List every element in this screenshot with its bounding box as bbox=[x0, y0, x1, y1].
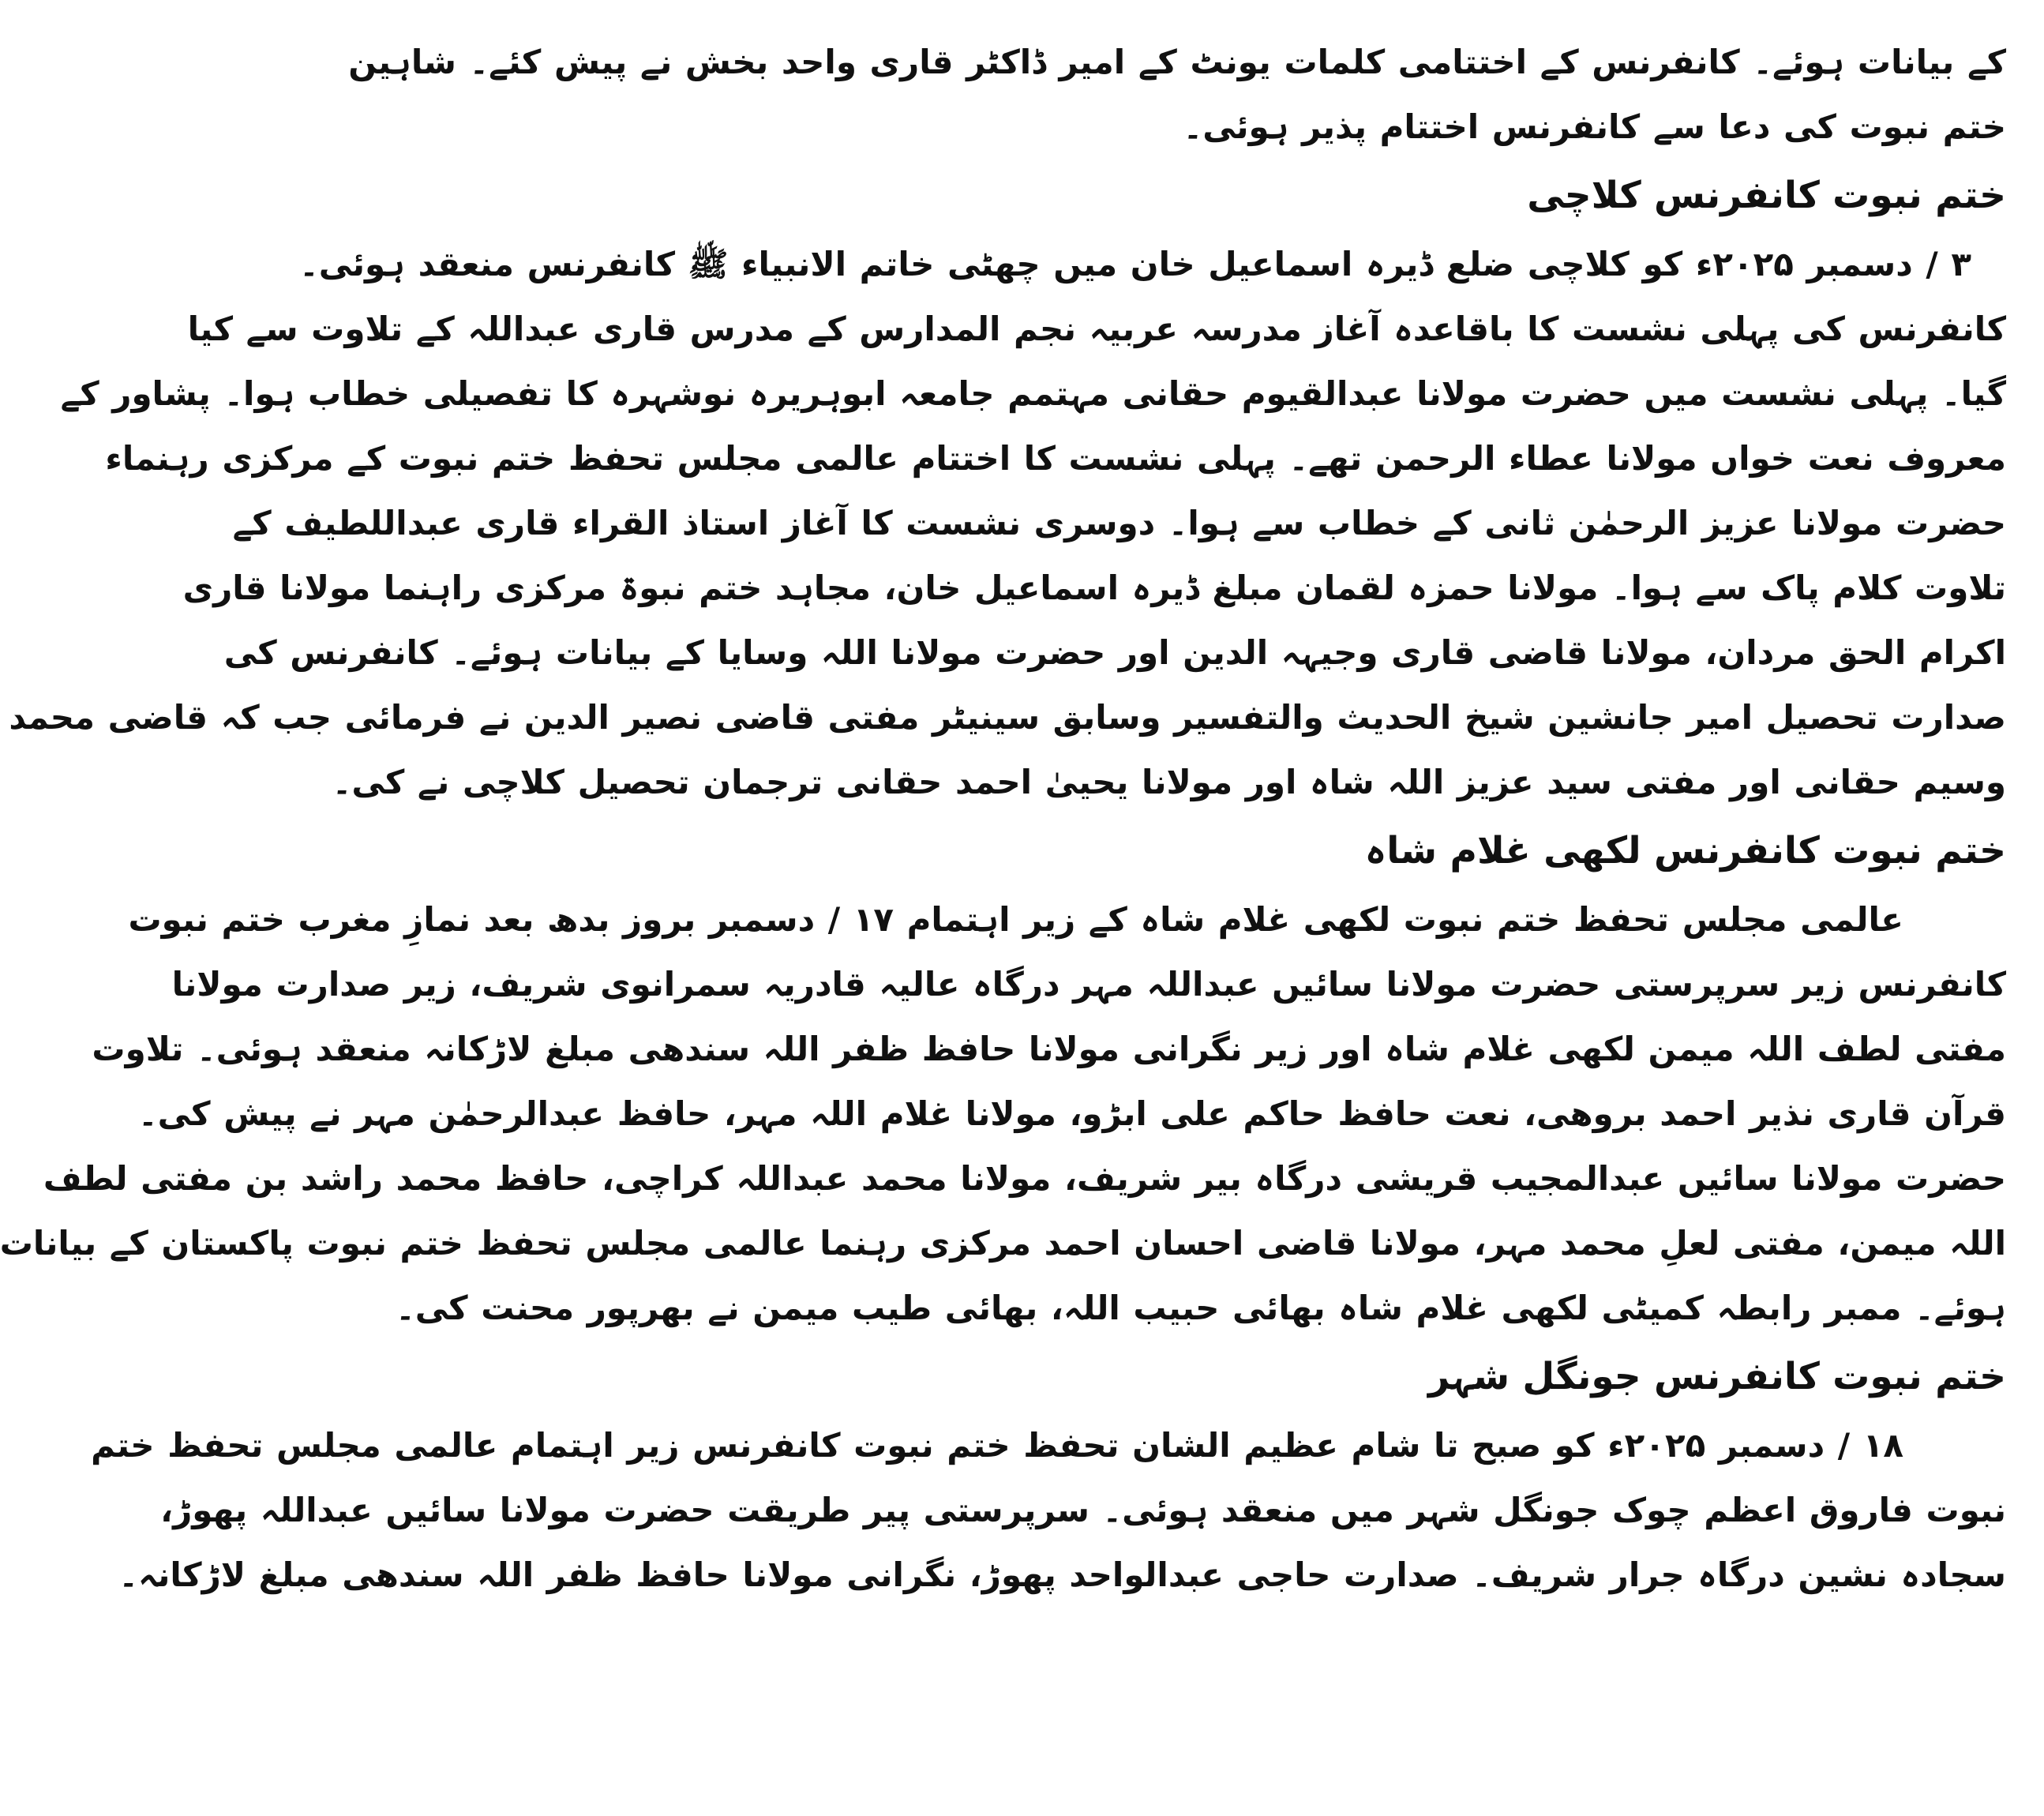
section-paragraph bbox=[0, 887, 2006, 1341]
text-line: اللہ میمن، مفتی لعلِ محمد مہر، مولانا قاضی احسان احمد مرکزی رہنما عالمی مجلس تحفظ ختم نبوت پاکستان کے بیانات bbox=[0, 1224, 2006, 1263]
text-line: ۱۸ / دسمبر ۲۰۲۵ء کو صبح تا شام عظیم الشان تحفظ ختم نبوت کانفرنس زیر اہتمام عالمی مجلس تحفظ ختم bbox=[91, 1426, 1903, 1465]
section-heading: ختم نبوت کانفرنس جونگل شہر bbox=[1428, 1355, 2006, 1398]
text-line: نبوت فاروق اعظم چوک جونگل شہر میں منعقد ہوئی۔ سرپرستی پیر طریقت حضرت مولانا سائیں عبداللہ پھوڑ، bbox=[160, 1491, 2006, 1529]
section-heading: ختم نبوت کانفرنس کلاچی bbox=[1527, 174, 2006, 217]
text-line: گیا۔ پہلی نشست میں حضرت مولانا عبدالقیوم حقانی مہتمم جامعہ ابوہریرہ نوشہرہ کا تفصیلی خطاب ہوا۔ پشاور کے bbox=[60, 374, 2006, 413]
section-lakhi-ghulam-shah bbox=[0, 815, 2006, 1341]
section-paragraph bbox=[9, 232, 2006, 815]
text-line: ہوئے۔ ممبر رابطہ کمیٹی لکھی غلام شاہ بھائی حبیب اللہ، بھائی طیب میمن نے بھرپور محنت کی۔ bbox=[396, 1289, 2006, 1327]
text-line: اکرام الحق مردان، مولانا قاضی قاری وجیہہ الدین اور حضرت مولانا اللہ وسایا کے بیانات ہوئے۔ کانفرنس کی bbox=[223, 633, 2006, 672]
text-line: ۳ / دسمبر ۲۰۲۵ء کو کلاچی ضلع ڈیرہ اسماعیل خان میں چھٹی خاتم الانبیاء ﷺ کانفرنس منعقد ہوئی۔ bbox=[299, 245, 1971, 283]
text-line: ختم نبوت کی دعا سے کانفرنس اختتام پذیر ہوئی۔ bbox=[1183, 107, 2006, 146]
text-line: کانفرنس کی پہلی نشست کا باقاعدہ آغاز مدرسہ عربیہ نجم المدارس کے مدرس قاری عبداللہ کے تلاوت سے کیا bbox=[187, 310, 2006, 348]
section-paragraph bbox=[91, 1413, 2006, 1608]
text-line: وسیم حقانی اور مفتی سید عزیز اللہ شاہ اور مولانا یحییٰ احمد حقانی ترجمان تحصیل کلاچی نے کی۔ bbox=[332, 763, 2006, 801]
section-jungal-shehar bbox=[91, 1341, 2006, 1608]
text-line: تلاوت کلام پاک سے ہوا۔ مولانا حمزہ لقمان مبلغ ڈیرہ اسماعیل خان، مجاہد ختم نبوۃ مرکزی راہنما مولانا قاری bbox=[182, 568, 2006, 607]
text-line: سجادہ نشین درگاہ جرار شریف۔ صدارت حاجی عبدالواحد پھوڑ، نگرانی مولانا حافظ ظفر اللہ سندھی مبلغ لاڑکانہ۔ bbox=[118, 1555, 2006, 1594]
text-line: معروف نعت خواں مولانا عطاء الرحمن تھے۔ پہلی نشست کا اختتام عالمی مجلس تحفظ ختم نبوت کے مرکزی رہنماء bbox=[105, 439, 2006, 478]
text-line: حضرت مولانا عزیز الرحمٰن ثانی کے خطاب سے ہوا۔ دوسری نشست کا آغاز استاذ القراء قاری عبداللطیف کے bbox=[232, 504, 2006, 542]
text-line: حضرت مولانا سائیں عبدالمجیب قریشی درگاہ بیر شریف، مولانا محمد عبداللہ کراچی، حافظ محمد راشد بن مفتی لطف bbox=[43, 1159, 2006, 1198]
text-line: مفتی لطف اللہ میمن لکھی غلام شاہ اور زیر نگرانی مولانا حافظ ظفر اللہ سندھی مبلغ لاڑکانہ منعقد ہوئی۔ تلاوت bbox=[92, 1030, 2006, 1068]
section-heading: ختم نبوت کانفرنس لکھی غلام شاہ bbox=[1364, 829, 2006, 872]
text-line: کانفرنس زیر سرپرستی حضرت مولانا سائیں عبداللہ مہر درگاہ عالیہ قادریہ سمرانوی شریف، زیر صدارت مولانا bbox=[171, 965, 2006, 1004]
text-line: صدارت تحصیل امیر جانشین شیخ الحدیث والتفسیر وسابق سینیٹر مفتی قاضی نصیر الدین نے فرمائی جب کہ قاضی محمد bbox=[9, 698, 2006, 737]
text-line: قرآن قاری نذیر احمد بروھی، نعت حافظ حاکم علی ابڑو، مولانا غلام اللہ مہر، حافظ عبدالرحمٰن مہر نے پیش کی۔ bbox=[138, 1094, 2006, 1133]
intro-paragraph bbox=[348, 30, 2006, 159]
section-kalachi bbox=[9, 159, 2006, 815]
text-line: عالمی مجلس تحفظ ختم نبوت لکھی غلام شاہ کے زیر اہتمام ۱۷ / دسمبر بروز بدھ بعد نمازِ مغرب ختم نبوت bbox=[128, 900, 1903, 939]
text-line: کے بیانات ہوئے۔ کانفرنس کے اختتامی کلمات یونٹ کے امیر ڈاکٹر قاری واحد بخش نے پیش کئے۔ شاہین bbox=[348, 43, 2006, 81]
